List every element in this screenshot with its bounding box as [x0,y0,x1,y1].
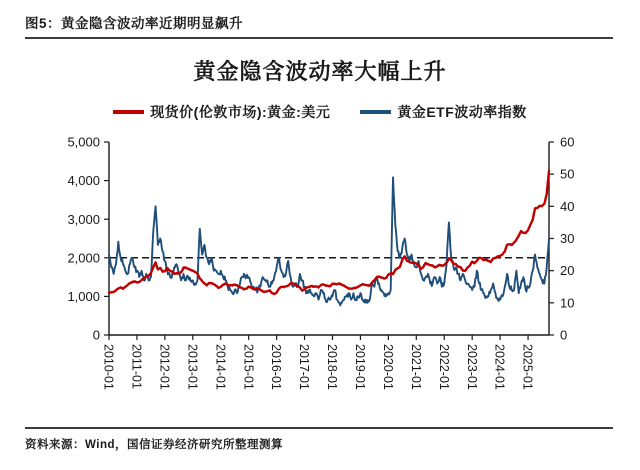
svg-text:3,000: 3,000 [67,211,100,227]
chart-legend [0,102,640,122]
svg-text:2023-01: 2023-01 [464,344,479,390]
svg-text:2017-01: 2017-01 [297,344,312,390]
svg-text:10: 10 [560,295,575,311]
svg-text:20: 20 [560,263,575,279]
svg-text:2012-01: 2012-01 [157,344,172,390]
chart-title: 黄金隐含波动率大幅上升 [193,59,447,84]
svg-text:2020-01: 2020-01 [380,344,395,390]
legend-label-gold-etf-vol: 黄金ETF波动率指数 [397,104,527,120]
svg-text:0: 0 [92,327,100,343]
figure-label: 图5：黄金隐含波动率近期明显飙升 [25,16,244,31]
svg-text:2011-01: 2011-01 [129,344,144,389]
top-divider [25,37,613,39]
svg-text:1,000: 1,000 [67,288,100,304]
legend-item-gold-spot [113,102,330,122]
svg-text:2021-01: 2021-01 [408,344,423,390]
red-line-swatch [113,110,144,114]
blue-line-swatch [360,110,391,114]
svg-text:4,000: 4,000 [67,173,100,189]
svg-text:50: 50 [560,166,575,182]
svg-text:2019-01: 2019-01 [353,344,368,390]
source-note: 资料来源：Wind，国信证券经济研究所整理测算 [25,439,283,451]
svg-text:2024-01: 2024-01 [492,344,507,390]
svg-text:2016-01: 2016-01 [269,344,284,390]
svg-text:2,000: 2,000 [67,250,100,266]
svg-text:2015-01: 2015-01 [241,344,256,390]
legend-label-gold-spot: 现货价(伦敦市场):黄金:美元 [150,104,331,120]
svg-text:30: 30 [560,231,575,247]
svg-text:2018-01: 2018-01 [325,344,340,390]
svg-text:40: 40 [560,198,575,214]
legend-item-gold-etf-vol [360,102,526,122]
svg-text:60: 60 [560,134,575,150]
chart-svg [0,128,640,428]
svg-text:2013-01: 2013-01 [185,344,200,390]
svg-text:0: 0 [560,327,568,343]
svg-text:5,000: 5,000 [67,134,100,150]
svg-text:2025-01: 2025-01 [520,344,535,390]
svg-text:2022-01: 2022-01 [436,344,451,390]
bottom-divider [25,427,613,429]
svg-text:2010-01: 2010-01 [101,344,116,390]
svg-text:2014-01: 2014-01 [213,344,228,390]
